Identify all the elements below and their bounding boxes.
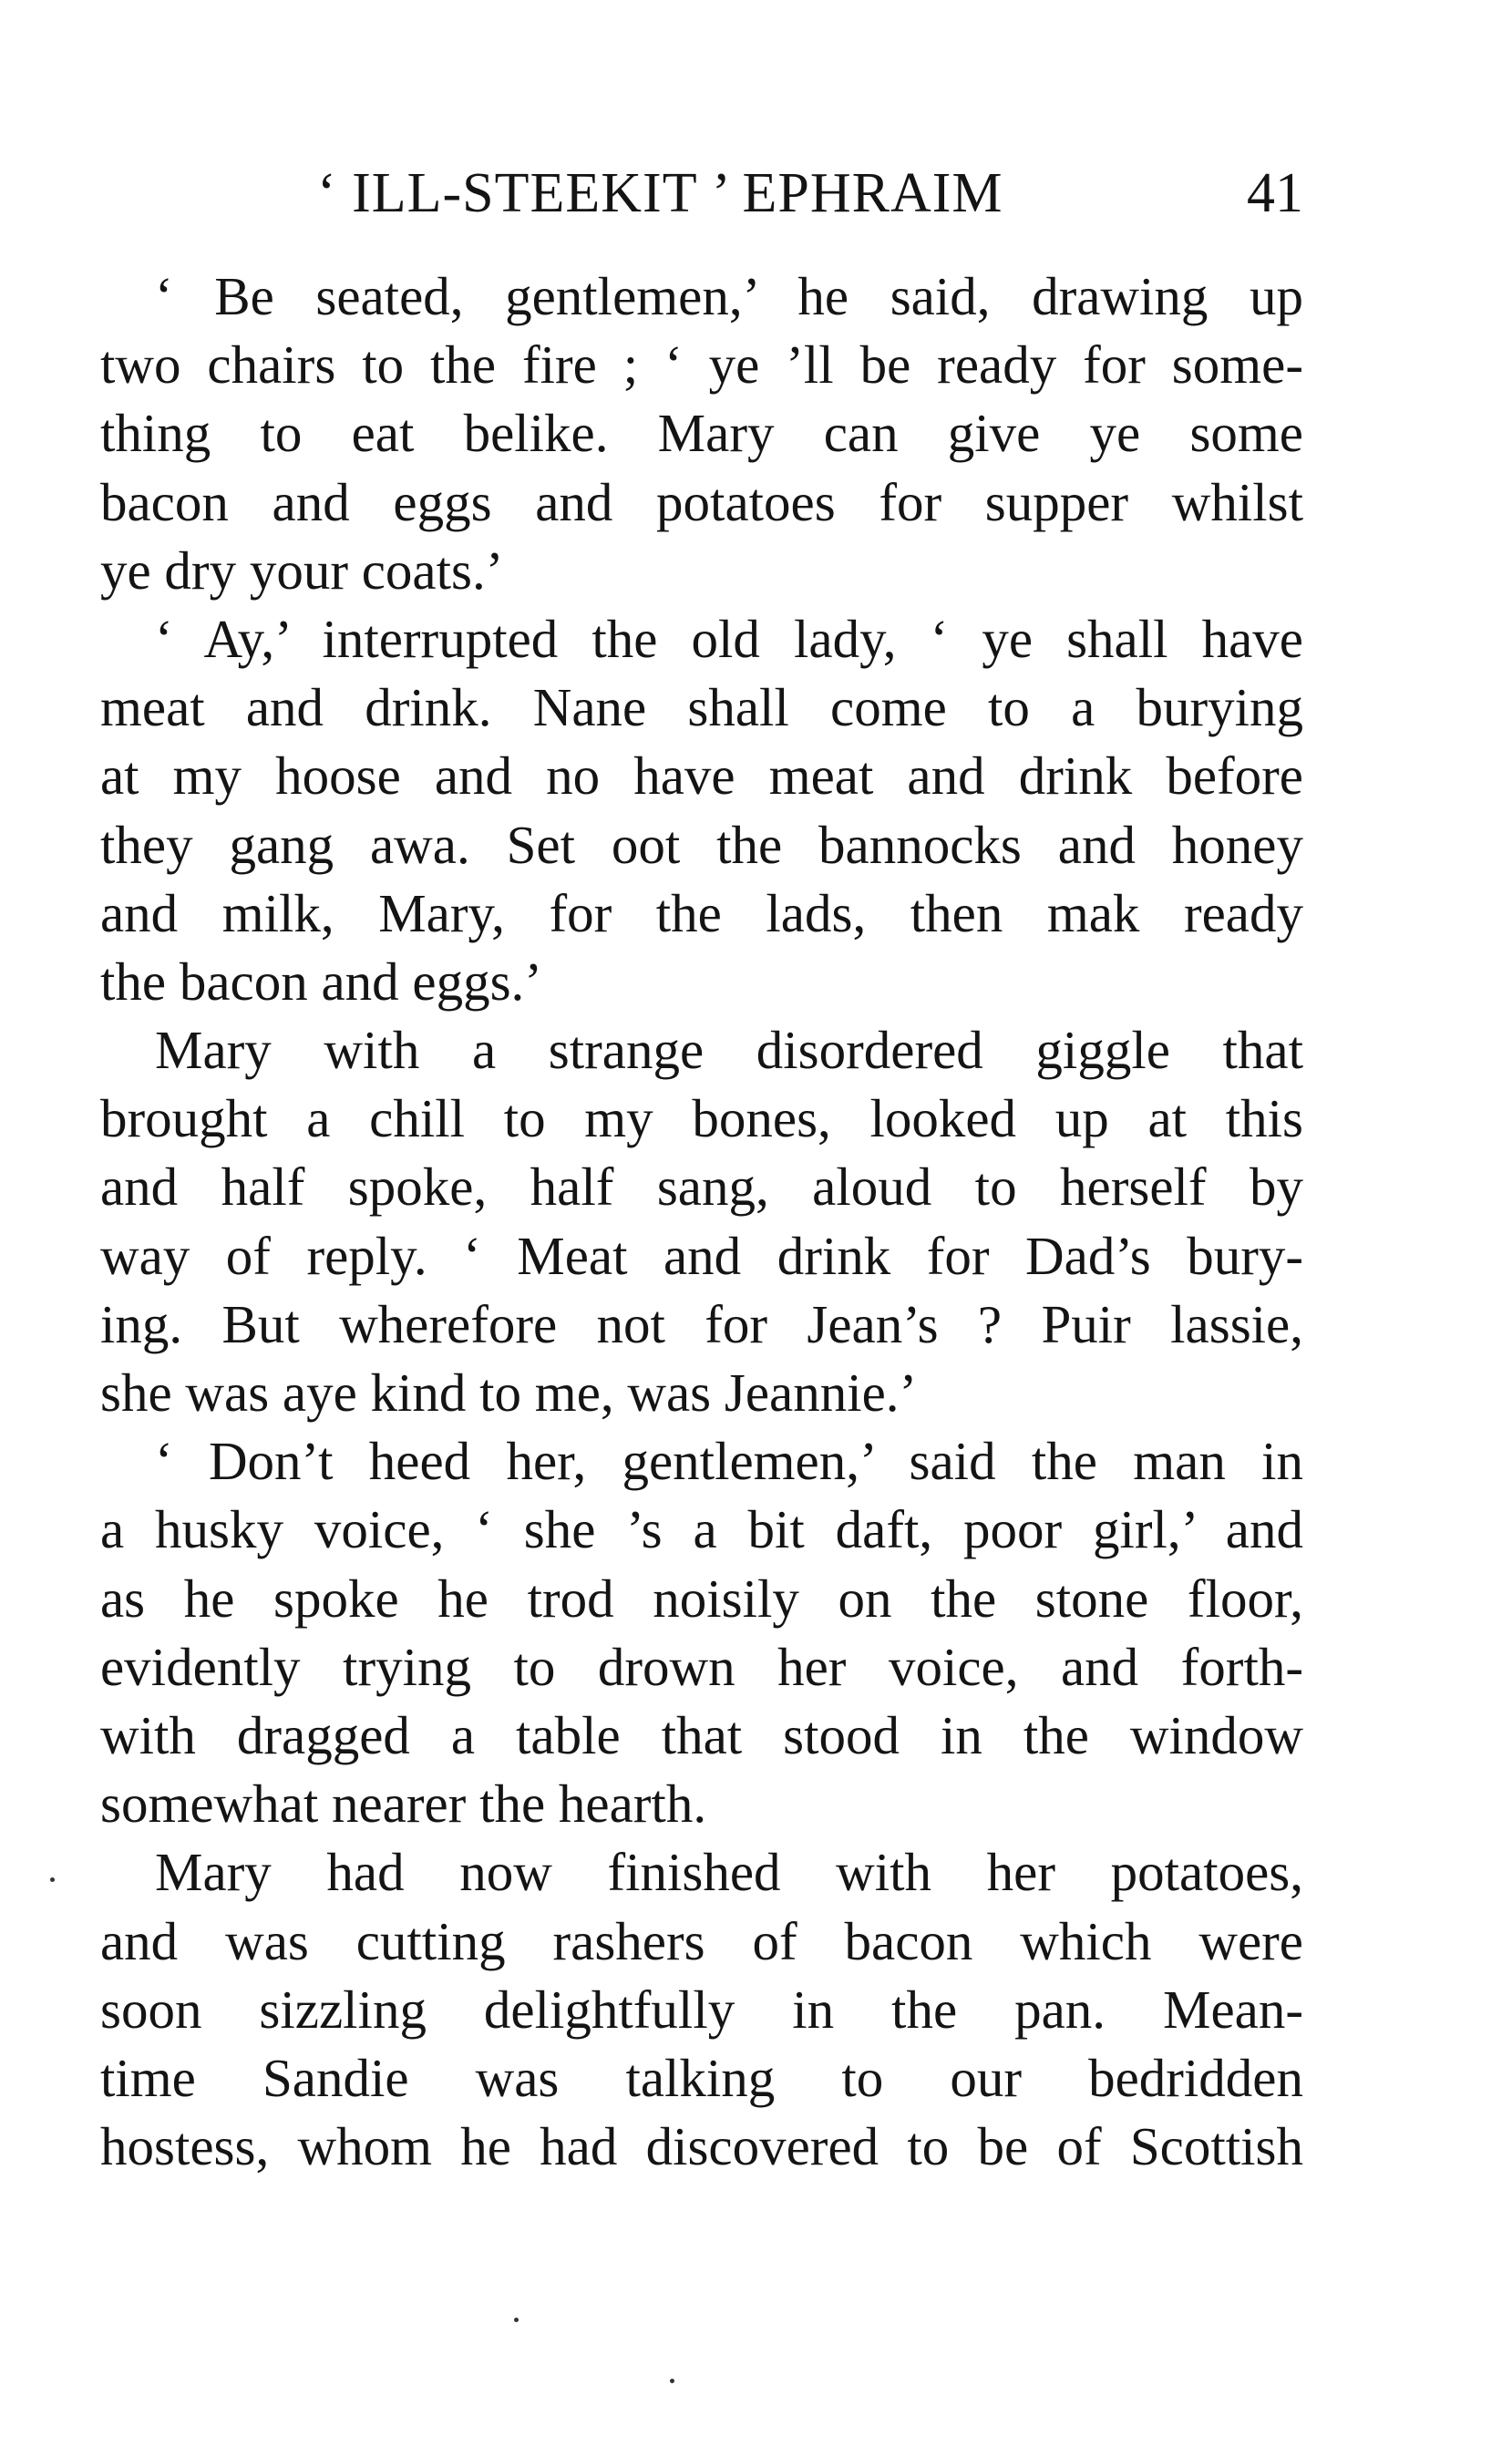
ink-speck (670, 2379, 674, 2383)
text-line: thing to eat belike. Mary can give ye some (100, 403, 1303, 464)
text-line: ‘ Be seated, gentlemen,’ he said, drawing up (155, 266, 1303, 326)
text-line: as he spoke he trod noisily on the stone floor, (100, 1568, 1303, 1629)
text-line: they gang awa. Set oot the bannocks and honey (100, 814, 1303, 875)
text-line: meat and drink. Nane shall come to a burying (100, 677, 1303, 738)
page-header (100, 157, 1303, 230)
running-head: ‘ ILL-STEEKIT ’ EPHRAIM (317, 162, 1003, 224)
text-line: hostess, whom he had discovered to be of Scottish (100, 2116, 1303, 2177)
text-line: way of reply. ‘ Meat and drink for Dad’s bury- (100, 1225, 1303, 1286)
text-line: ‘ Don’t heed her, gentlemen,’ said the man in (155, 1431, 1303, 1492)
ink-speck (50, 1877, 55, 1882)
text-line: brought a chill to my bones, looked up at this (100, 1088, 1303, 1149)
text-line: and was cutting rashers of bacon which were (100, 1910, 1303, 1971)
text-line: and half spoke, half sang, aloud to herself by (100, 1157, 1303, 1218)
text-line: a husky voice, ‘ she ’s a bit daft, poor girl,’ and (100, 1499, 1303, 1560)
text-line: she was aye kind to me, was Jeannie.’ (100, 1362, 918, 1423)
body-text (100, 262, 1303, 2181)
text-line: the bacon and eggs.’ (100, 951, 542, 1012)
text-line: bacon and eggs and potatoes for supper whilst (100, 471, 1303, 532)
text-line: ye dry your coats.’ (100, 540, 504, 601)
text-line: soon sizzling delightfully in the pan. Mean- (100, 1979, 1303, 2040)
text-line: time Sandie was talking to our bedridden (100, 2047, 1303, 2108)
text-line: and milk, Mary, for the lads, then mak ready (100, 882, 1303, 943)
text-line: ‘ Ay,’ interrupted the old lady, ‘ ye shall have (155, 608, 1303, 669)
text-line: somewhat nearer the hearth. (100, 1774, 707, 1835)
text-line: evidently trying to drown her voice, and forth- (100, 1636, 1303, 1697)
page-number: 41 (1247, 162, 1303, 224)
text-line: two chairs to the fire ; ‘ ye ’ll be ready for some- (100, 334, 1303, 396)
text-line: Mary had now finished with her potatoes, (155, 1842, 1303, 1903)
text-line: Mary with a strange disordered giggle that (155, 1020, 1303, 1081)
ink-speck (514, 2318, 519, 2322)
text-line: ing. But wherefore not for Jean’s ? Puir lassie, (100, 1293, 1303, 1354)
text-line: at my hoose and no have meat and drink before (100, 745, 1303, 807)
text-line: with dragged a table that stood in the window (100, 1704, 1303, 1765)
